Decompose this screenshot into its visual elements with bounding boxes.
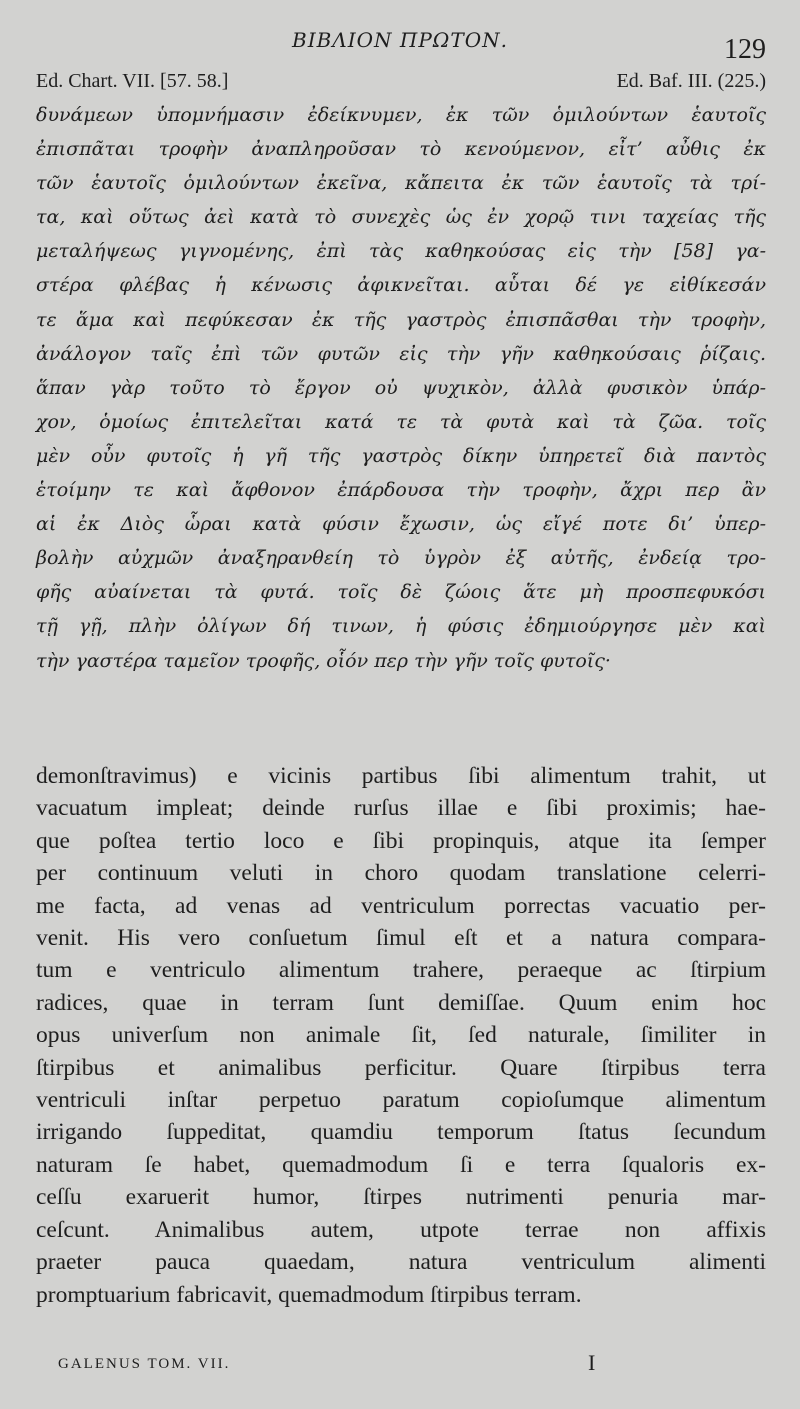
- latin-line: ceſcunt. Animalibus autem, utpote terrae non affixis: [36, 1216, 766, 1243]
- greek-line: τῶν ἑαυτοῖς ὁμιλούντων ἐκεῖνα, κἄπειτα ἐκ τῶν ἑαυτοῖς τὰ τρί-: [36, 172, 766, 195]
- latin-line: praeter pauca quaedam, natura ventriculum alimenti: [36, 1249, 766, 1276]
- greek-line: δυνάμεων ὑπομνήμασιν ἐδείκνυμεν, ἐκ τῶν ὁμιλούντων ἑαυτοῖς: [36, 104, 766, 126]
- latin-line: vacuatum impleat; deinde rurſus illae e ſibi proximis; hae-: [36, 795, 766, 822]
- running-title: ΒΙΒΛΙΟΝ ΠΡΩΤΟΝ.: [292, 28, 508, 52]
- footer-volume: GALENUS TOM. VII.: [58, 1356, 231, 1372]
- greek-line: τὴν γαστέρα ταμεῖον τροφῆς, οἷόν περ τὴν γῆν τοῖς φυτοῖς·: [36, 649, 611, 672]
- latin-line: opus univerſum non animale ſit, ſed naturale, ſimiliter in: [36, 1022, 766, 1049]
- greek-line: τα, καὶ οὕτως ἀεὶ κατὰ τὸ συνεχὲς ὡς ἐν χορῷ τινι ταχείας τῆς: [36, 206, 766, 229]
- latin-line: promptuarium fabricavit, quemadmodum ſtirpibus terram.: [36, 1281, 582, 1308]
- latin-line: demonſtravimus) e vicinis partibus ſibi alimentum trahit, ut: [36, 763, 766, 789]
- greek-line: χον, ὁμοίως ἐπιτελεῖται κατά τε τὰ φυτὰ καὶ τὰ ζῶα. τοῖς: [36, 410, 766, 433]
- greek-line: μεταλήψεως γιγνομένης, ἐπὶ τὰς καθηκούσας εἰς τὴν [58] γα-: [36, 240, 766, 263]
- page-number: 129: [724, 34, 766, 65]
- greek-line: τῇ γῇ, πλὴν ὀλίγων δή τινων, ἡ φύσις ἐδημιούργησε μὲν καὶ: [36, 615, 766, 638]
- latin-line: ceſſu exaruerit humor, ſtirpes nutrimenti penuria mar-: [36, 1184, 766, 1211]
- latin-line: per continuum veluti in choro quodam translatione celerri-: [36, 860, 766, 887]
- greek-line: ἐπισπᾶται τροφὴν ἀναπληροῦσαν τὸ κενούμενον, εἶτ’ αὖθις ἐκ: [36, 138, 766, 161]
- latin-line: irrigando ſuppeditat, quamdiu temporum ſtatus ſecundum: [36, 1119, 766, 1146]
- edition-reference-right: Ed. Baf. III. (225.): [616, 70, 766, 92]
- greek-line: τε ἅμα καὶ πεφύκεσαν ἐκ τῆς γαστρὸς ἐπισπᾶσθαι τὴν τροφὴν,: [36, 308, 766, 331]
- greek-line: ἑτοίμην τε καὶ ἄφθονον ἐπάρδουσα τὴν τροφὴν, ἄχρι περ ἂν: [36, 479, 766, 502]
- latin-line: ſtirpibus et animalibus perficitur. Quare ſtirpibus terra: [36, 1054, 766, 1081]
- latin-line: radices, quae in terram ſunt demiſſae. Quum enim hoc: [36, 989, 766, 1016]
- latin-line: naturam ſe habet, quemadmodum ſi e terra ſqualoris ex-: [36, 1151, 766, 1178]
- latin-line: que poſtea tertio loco e ſibi propinquis, atque ita ſemper: [36, 827, 766, 854]
- latin-line: tum e ventriculo alimentum trahere, peraeque ac ſtirpium: [36, 957, 766, 984]
- greek-line: ἅπαν γὰρ τοῦτο τὸ ἔργον οὐ ψυχικὸν, ἀλλὰ φυσικὸν ὑπάρ-: [36, 376, 766, 399]
- latin-line: venit. His vero conſuetum ſimul eſt et a natura compara-: [36, 925, 766, 952]
- greek-line: αἱ ἐκ Διὸς ὧραι κατὰ φύσιν ἔχωσιν, ὡς εἴγέ ποτε δι’ ὑπερ-: [36, 513, 766, 536]
- greek-line: βολὴν αὐχμῶν ἀναξηρανθείη τὸ ὑγρὸν ἐξ αὐτῆς, ἐνδείᾳ τρο-: [36, 547, 766, 570]
- greek-line: μὲν οὖν φυτοῖς ἡ γῆ τῆς γαστρὸς δίκην ὑπηρετεῖ διὰ παντὸς: [36, 444, 766, 467]
- latin-line: ventriculi inſtar perpetuo paratum copioſumque alimentum: [36, 1087, 766, 1114]
- latin-text-block: [36, 760, 766, 1311]
- latin-line: me facta, ad venas ad ventriculum porrectas vacuatio per-: [36, 892, 766, 919]
- greek-text-block: [36, 98, 766, 678]
- greek-line: ἀνάλογον ταῖς ἐπὶ τῶν φυτῶν εἰς τὴν γῆν καθηκούσαις ῥίζαις.: [36, 342, 766, 365]
- footer-signature: I: [588, 1350, 596, 1375]
- greek-line: στέρα φλέβας ἡ κένωσις ἀφικνεῖται. αὗται δέ γε εἰθίκεσάν: [36, 274, 766, 297]
- greek-line: φῆς αὐαίνεται τὰ φυτά. τοῖς δὲ ζώοις ἅτε μὴ προσπεφυκόσι: [36, 581, 766, 604]
- edition-reference-left: Ed. Chart. VII. [57. 58.]: [36, 70, 229, 92]
